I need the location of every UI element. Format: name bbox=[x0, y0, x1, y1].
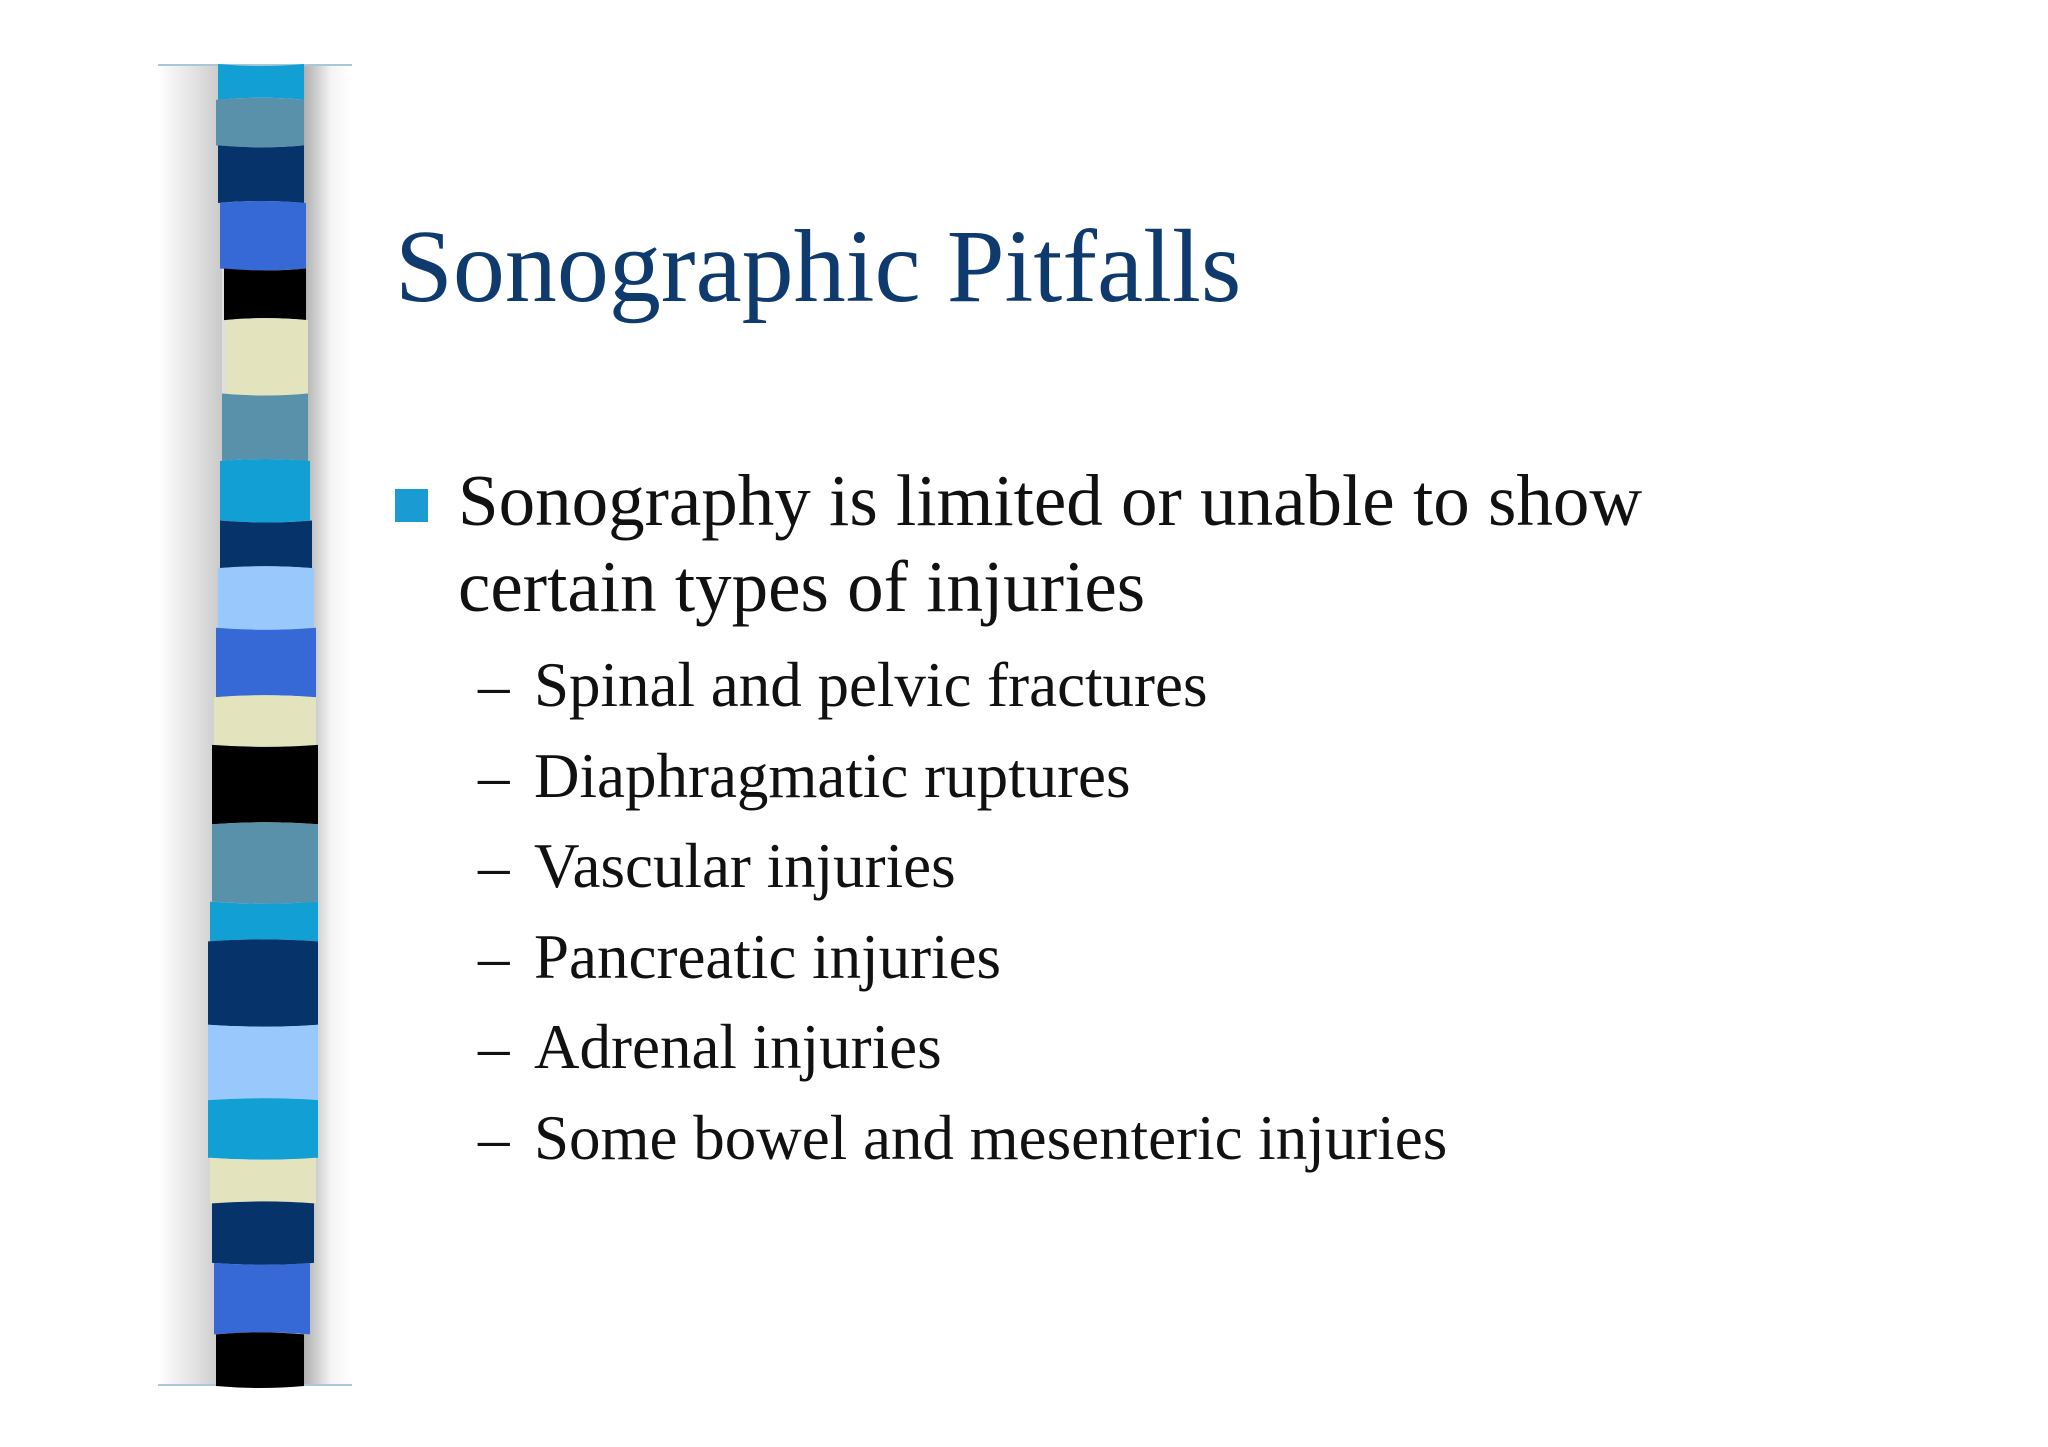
stripe-segment bbox=[222, 394, 308, 461]
stripe-segment bbox=[226, 318, 308, 395]
slide-title: Sonographic Pitfalls bbox=[395, 209, 1242, 324]
stripe-segment bbox=[214, 1263, 310, 1334]
sub-bullet-text: Pancreatic injuries bbox=[534, 921, 1002, 992]
dash-marker: – bbox=[478, 1102, 510, 1173]
stripe-segments bbox=[208, 64, 318, 1388]
sub-bullet-item bbox=[478, 640, 1447, 731]
stripe-segment bbox=[224, 268, 306, 320]
stripe-segment bbox=[218, 566, 314, 630]
sub-bullet-text: Vascular injuries bbox=[534, 831, 956, 901]
sub-bullet-text: Spinal and pelvic fractures bbox=[534, 650, 1208, 720]
main-bullet-text: Sonography is limited or unable to show certain types of injuries bbox=[458, 460, 1643, 627]
stripe-segment bbox=[216, 628, 316, 697]
stripe-segment bbox=[216, 1332, 304, 1388]
stripe-segment bbox=[218, 64, 304, 100]
stripe-segment bbox=[220, 201, 306, 270]
stripe-segment bbox=[212, 1201, 314, 1265]
dash-marker: – bbox=[478, 650, 510, 720]
square-bullet-icon bbox=[395, 489, 428, 522]
dash-marker: – bbox=[478, 921, 510, 992]
sub-bullet-item bbox=[478, 1002, 1447, 1093]
stripe-segment bbox=[208, 1098, 318, 1160]
dash-marker: – bbox=[478, 831, 510, 901]
sub-bullet-item bbox=[478, 821, 1447, 912]
stripe-segment bbox=[210, 902, 318, 942]
striped-vertical-bar bbox=[200, 64, 320, 1386]
stripe-segment bbox=[214, 695, 316, 747]
stripe-segment bbox=[208, 1025, 318, 1100]
stripe-segment bbox=[212, 745, 318, 824]
stripe-segment bbox=[220, 521, 312, 569]
stripe-segment bbox=[212, 822, 318, 903]
sub-bullet-text: Some bowel and mesenteric injuries bbox=[534, 1102, 1448, 1173]
stripe-segment bbox=[210, 1158, 316, 1204]
stripe-segment bbox=[216, 98, 304, 148]
sub-bullet-item bbox=[478, 731, 1447, 822]
sub-bullet-text: Diaphragmatic ruptures bbox=[534, 740, 1131, 811]
sub-bullet-item bbox=[478, 912, 1447, 1003]
sub-bullet-list bbox=[478, 640, 1447, 1183]
dash-marker: – bbox=[478, 1012, 510, 1082]
stripe-segment bbox=[208, 939, 318, 1026]
sub-bullet-item bbox=[478, 1093, 1447, 1184]
stripe-segment bbox=[218, 145, 304, 203]
sub-bullet-text: Adrenal injuries bbox=[534, 1012, 942, 1082]
dash-marker: – bbox=[478, 740, 510, 811]
stripe-segment bbox=[220, 459, 310, 523]
